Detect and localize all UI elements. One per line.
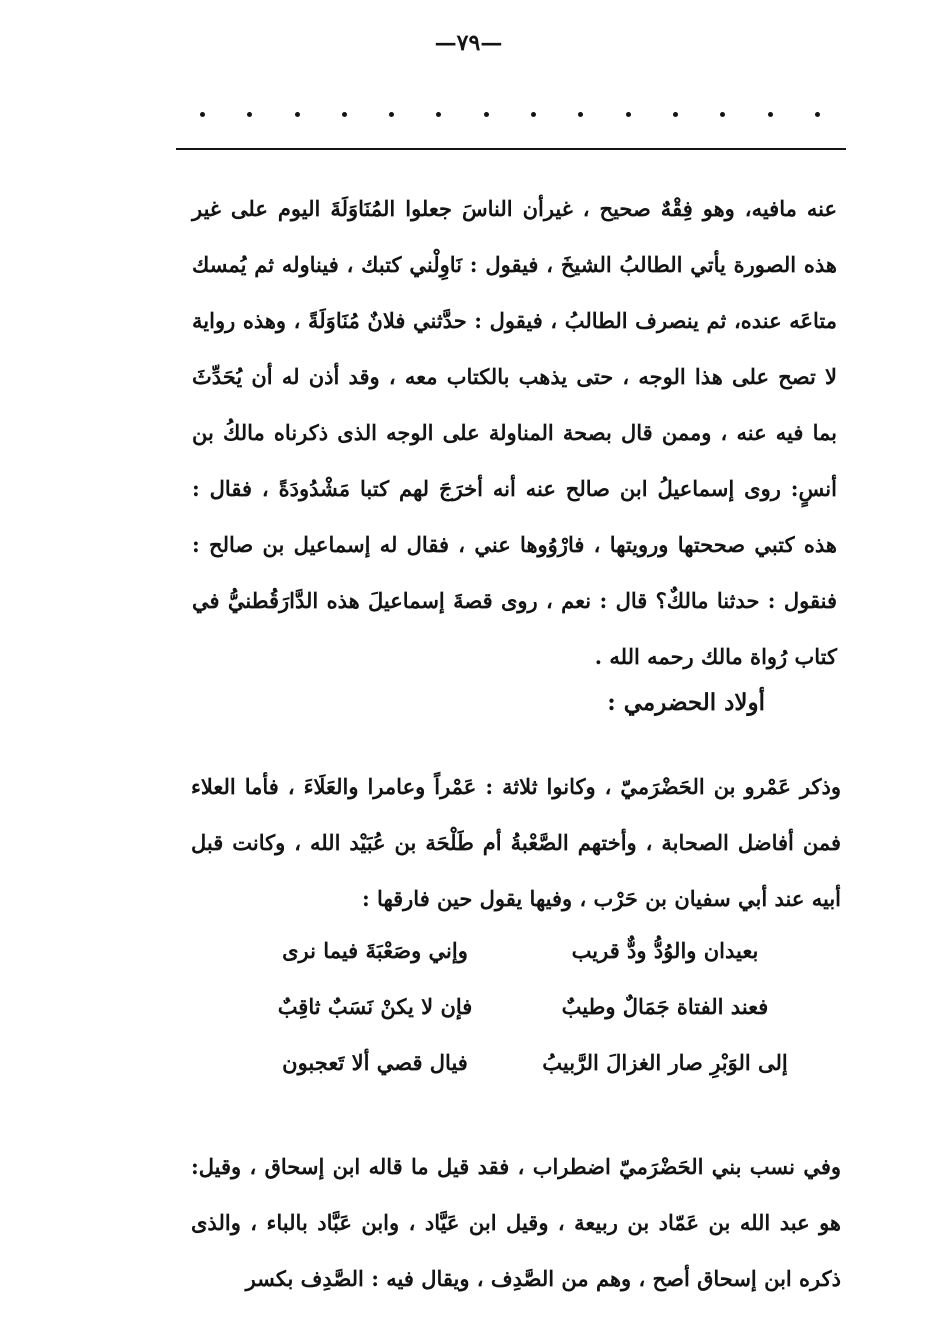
- separator-dot: [815, 112, 820, 117]
- separator-dot: [247, 112, 252, 117]
- separator-dot: [720, 112, 725, 117]
- separator-dot: [389, 112, 394, 117]
- separator-dot: [578, 112, 583, 117]
- separator-dot: [200, 112, 205, 117]
- verse-first-hemistich: وإني وصَعْبَةَ فيما نرى: [282, 937, 468, 963]
- verse-second-hemistich: فعند الفتاة جَمَالٌ وطيبٌ: [561, 993, 769, 1019]
- header-rule: [176, 148, 846, 150]
- paragraph-hadrami: وذكر عَمْرو بن الحَضْرَميّ ، وكانوا ثلاثة : عَمْراً وعامرا والعَلَاءَ ، فأما العلاء فمن أفاضل الصحابة ، وأختهم الصَّعْبةُ أم طَلْحَة بن عُبَيْد الله ، وكانت قبل أبيه عند أبي سفيان بن حَرْب ، وفيها يقول حين فارقها :: [191, 774, 841, 911]
- verse-second-hemistich: إلى الوَبْرِ صار الغزالَ الرَّبيبُ: [542, 1049, 788, 1075]
- poem-verse: [250, 978, 790, 1034]
- page-number: —٧٩—: [434, 30, 503, 56]
- separator-dot: [436, 112, 441, 117]
- verse-first-hemistich: فإن لا يكنْ نَسَبٌ ثاقِبٌ: [277, 993, 473, 1019]
- verse-first-hemistich: فيال قصي ألا تَعجبون: [282, 1049, 468, 1075]
- separator-dot: [342, 112, 347, 117]
- separator-dot: [295, 112, 300, 117]
- separator-dot: [484, 112, 489, 117]
- paragraph-lineage: وفي نسب بني الحَضْرَميّ اضطراب ، فقد قيل ما قاله ابن إسحاق ، وقيل: هو عبد الله بن عَمّاد بن ربيعة ، وقيل ابن عَيَّاد ، وابن عَبَّاد بالباء ، والذى ذكره ابن إسحاق أصح ، وهم من الصَّدِف ، ويقال فيه : الصَّدِف بكسر: [191, 1154, 841, 1291]
- separator-dot: [768, 112, 773, 117]
- poem: [250, 922, 790, 1090]
- separator-dots: [200, 108, 820, 120]
- separator-dot: [531, 112, 536, 117]
- separator-dot: [673, 112, 678, 117]
- paragraph-munawala: عنه مافيه، وهو فِقْهٌ صحيح ، غيرأن الناسَ جعلوا المُنَاوَلَةَ اليوم على غير هذه الصورة يأتي الطالبُ الشيخَ ، فيقول : نَاوِلْني كتبك ، فيناوله ثم يُمسك متاعَه عنده، ثم ينصرف الطالبُ ، فيقول : حدَّثني فلانٌ مُنَاوَلَةً ، وهذه رواية لا تصح على هذا الوجه ، حتى يذهب بالكتاب معه ، وقد أذن له أن يُحَدِّثَ بما فيه عنه ، وممن قال بصحة المناولة على الوجه الذى ذكرناه مالكُ بن أنسٍ: روى إسماعيلُ ابن صالح عنه أنه أخرَجَ لهم كتبا مَشْدُودَةً ، فقال : هذه كتبي صححتها ورويتها ، فارْوُوها عني ، فقال له إسماعيل بن صالح : فنقول : حدثنا مالكٌ؟ قال : نعم ، روى قصةَ إسماعيلَ هذه الدَّارَقُطنيُّ في كتاب رُواة مالك رحمه الله .: [192, 196, 837, 669]
- section-heading: أولاد الحضرمي :: [607, 689, 765, 716]
- verse-second-hemistich: بعيدان والوُدُّ ودٌّ قريب: [571, 937, 759, 963]
- poem-verse: [250, 1034, 790, 1090]
- poem-verse: [250, 922, 790, 978]
- separator-dot: [626, 112, 631, 117]
